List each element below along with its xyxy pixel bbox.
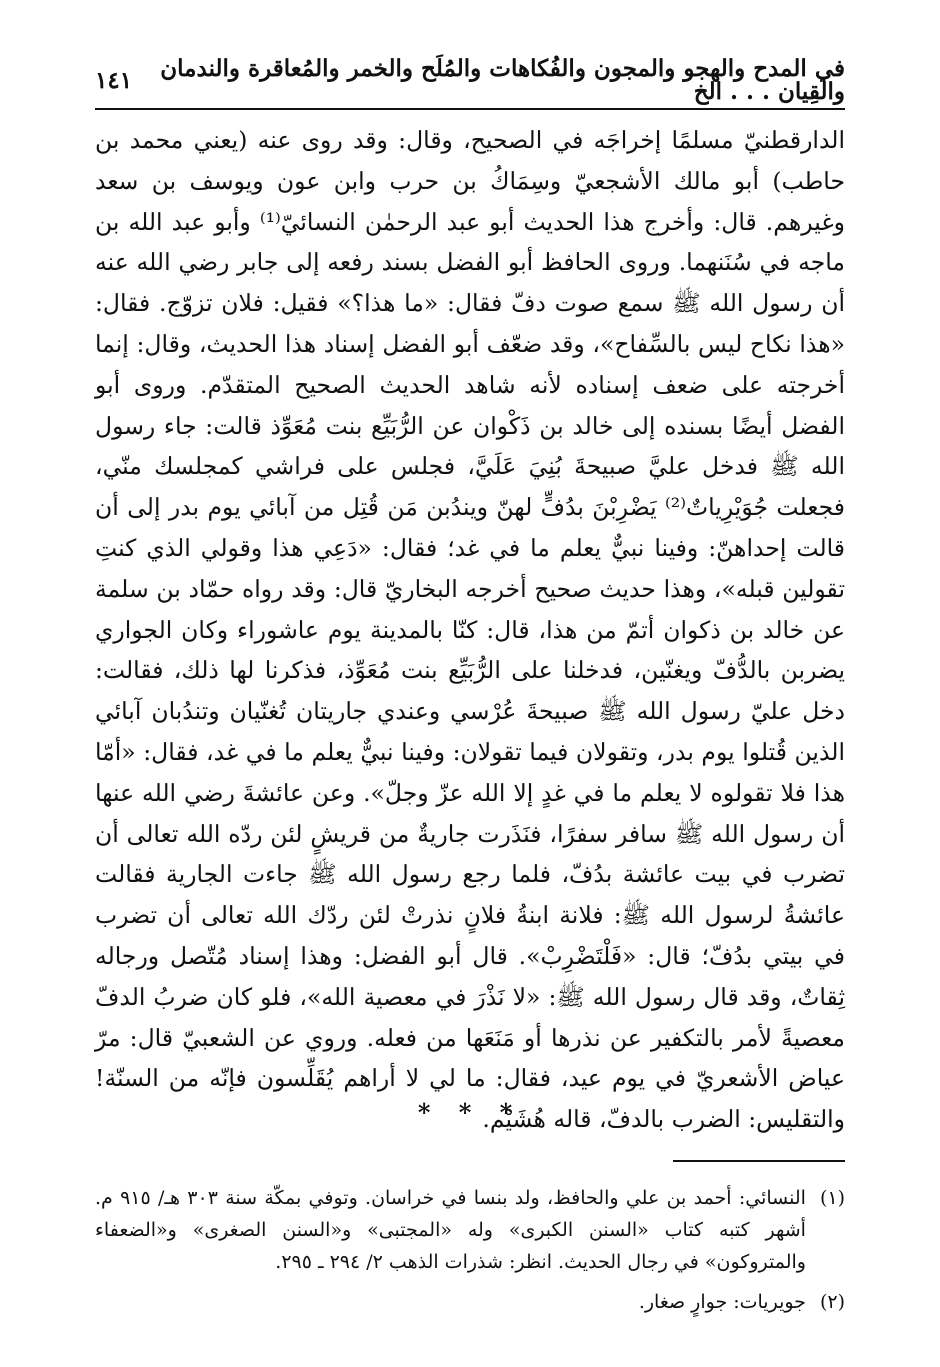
running-title: في المدح والهجو والمجون والفُكاهات والمُلَح والخمر والمُعاقرة والندمان والقِيان . . . الخ: [160, 55, 845, 105]
footnote-text: جويريات: جوارٍ صغار.: [638, 1291, 806, 1313]
footnote-divider: [673, 1160, 845, 1162]
footnote-text: النسائي: أحمد بن علي والحافظ، ولد بنسا في خراسان. وتوفي بمكّة سنة ٣٠٣ هـ/ ٩١٥ م. أشهر كتبه كتاب «السنن الكبرى» وله «المجتبى» و«السنن الصغرى» و«الضعفاء والمتروكون» في رجال الحديث. انظر: شذرات الذهب ٢/ ٢٩٤ ـ ٢٩٥.: [95, 1187, 806, 1273]
footnote-number: (٢): [819, 1291, 845, 1313]
body-paragraph: الدارقطنيّ مسلمًا إخراجَه في الصحيح، وقال: وقد روى عنه (يعني محمد بن حاطب) أبو مالك الأشجعيّ وسِمَاكُ بن حرب وابن عون ويوسف بن سعد وغيرهم. قال: وأخرج هذا الحديث أبو عبد الرحمٰن النسائيّ⁽¹⁾ وأبو عبد الله بن ماجه في سُنَنهما. وروى الحافظ أبو الفضل بسند رفعه إلى جابر رضي الله عنه أن رسول الله ﷺ سمع صوت دفّ فقال: «ما هذا؟» فقيل: فلان تزوّج. فقال: «هذا نكاح ليس بالسِّفاح»، وقد ضعّف أبو الفضل إسناد هذا الحديث، وقال: إنما أخرجته على ضعف إسناده لأنه شاهد الحديث الصحيح المتقدّم. وروى أبو الفضل أيضًا بسنده إلى خالد بن ذَكْوان عن الرُّبَيِّع بنت مُعَوِّذ قالت: جاء رسول الله ﷺ فدخل عليَّ صبيحةَ بُنِيَ عَلَيَّ، فجلس على فراشي كمجلسك منّي، فجعلت جُوَيْرِياتٌ⁽²⁾ يَضْرِبْنَ بدُفٍّ لهنّ ويندُبن مَن قُتِل من آبائي يوم بدر إلى أن قالت إحداهنّ: وفينا نبيٌّ يعلم ما في غد؛ فقال: «دَعِي هذا وقولي الذي كنتِ تقولين قبله»، وهذا حديث صحيح أخرجه البخاريّ قال: وقد رواه حمّاد بن سلمة عن خالد بن ذكوان أتمّ من هذا، قال: كنّا بالمدينة يوم عاشوراء وكان الجواري يضربن بالدُّفّ ويغنّين، فدخلنا على الرُّبَيِّع بنت مُعَوِّذ، فذكرنا لها ذلك، فقالت: دخل عليّ رسول الله ﷺ صبيحةَ عُرْسي وعندي جاريتان تُغنّيان وتندُبان آبائي الذين قُتلوا يوم بدر، وتقولان فيما تقولان: وفينا نبيٌّ يعلم ما في غد، فقال: «أمّا هذا فلا تقولوه لا يعلم ما في غدٍ إلا الله عزّ وجلّ». وعن عائشةَ رضي الله عنها أن رسول الله ﷺ سافر سفرًا، فنَذَرت جاريةٌ من قريشٍ لئن ردّه الله تعالى أن تضرب في بيت عائشة بدُفّ، فلما رجع رسول الله ﷺ جاءت الجارية فقالت عائشةُ لرسول الله ﷺ: فلانة ابنةُ فلانٍ نذرتْ لئن ردّك الله تعالى أن تضرب في بيتي بدُفّ؛ قال: «فَلْتَضْرِبْ». قال أبو الفضل: وهذا إسناد مُتّصل ورجاله ثِقاتٌ، وقد قال رسول الله ﷺ: «لا نَذْرَ في معصية الله»، فلو كان ضربُ الدفّ معصيةً لأمر بالتكفير عن نذرها أو مَنَعَها من فعله. وروي عن الشعبيّ قال: مرّ عياض الأشعريّ في يوم عيد، فقال: ما لي لا أراهم يُقَلِّسون فإنّه من السنّة! والتقليس: الضرب بالدفّ، قاله هُشَيْم.: [95, 126, 845, 1134]
running-header: [95, 55, 845, 105]
footnote: [95, 1286, 845, 1318]
section-separator: * * *: [417, 1098, 523, 1127]
header-divider: [95, 108, 845, 110]
page-number: ١٤١: [95, 66, 133, 94]
footnote-number: (١): [819, 1187, 845, 1209]
footnotes: [95, 1182, 845, 1326]
footnote: [95, 1182, 845, 1278]
main-text: [95, 120, 845, 1140]
